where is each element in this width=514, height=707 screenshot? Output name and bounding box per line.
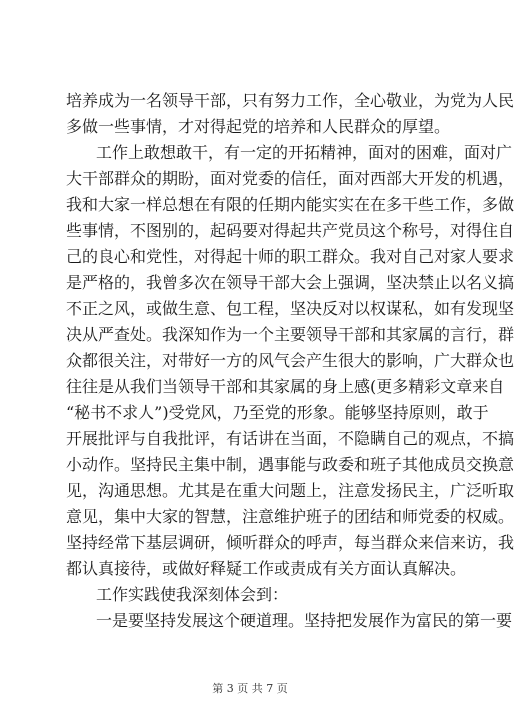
text-line: 众都很关注，对带好一方的风气会产生很大的影响，广大群众也 — [66, 351, 514, 370]
text-line: 不正之风，或做生意、包工程，坚决反对以权谋私，如有发现坚 — [66, 299, 514, 318]
text-line: 一是要坚持发展这个硬道理。坚持把发展作为富民的第一要 — [96, 611, 513, 630]
page-number-footer: 第 3 页 共 7 页 — [212, 682, 288, 695]
text-line: 都认真接待，或做好释疑工作或责成有关方面认真解决。 — [66, 559, 467, 578]
text-line: “秘书不求人”)受党风，乃至党的形象。能够坚持原则，敢于 — [66, 403, 489, 422]
text-line: 决从严查处。我深知作为一个主要领导干部和其家属的言行，群 — [66, 325, 514, 344]
text-line: 培养成为一名领导干部，只有努力工作，全心敬业，为党为人民 — [66, 91, 514, 110]
body-text — [66, 88, 514, 634]
text-line: 多做一些事情，才对得起党的培养和人民群众的厚望。 — [66, 117, 451, 136]
text-line: 工作实践使我深刻体会到： — [96, 585, 289, 604]
text-line: 是严格的，我曾多次在领导干部大会上强调，坚决禁止以名义搞 — [66, 273, 514, 292]
text-line: 小动作。坚持民主集中制，遇事能与政委和班子其他成员交换意 — [66, 455, 514, 474]
text-line: 往往是从我们当领导干部和其家属的身上感(更多精彩文章来自 — [66, 377, 505, 396]
text-line: 己的良心和党性，对得起十师的职工群众。我对自己对家人要求 — [66, 247, 514, 266]
text-line: 我和大家一样总想在有限的任期内能实实在在多干些工作，多做 — [66, 195, 514, 214]
text-line: 见，沟通思想。尤其是在重大问题上，注意发扬民主，广泛听取 — [66, 481, 514, 500]
text-line: 大干部群众的期盼，面对党委的信任，面对西部大开发的机遇， — [66, 169, 514, 188]
text-line: 些事情，不图别的，起码要对得起共产党员这个称号，对得住自 — [66, 221, 514, 240]
text-line: 坚持经常下基层调研，倾听群众的呼声，每当群众来信来访，我 — [66, 533, 514, 552]
text-line: 工作上敢想敢干，有一定的开拓精神，面对的困难，面对广 — [96, 143, 513, 162]
text-line: 意见，集中大家的智慧，注意维护班子的团结和师党委的权威。 — [66, 507, 514, 526]
text-line: 开展批评与自我批评，有话讲在当面，不隐瞒自己的观点，不搞 — [66, 429, 514, 448]
